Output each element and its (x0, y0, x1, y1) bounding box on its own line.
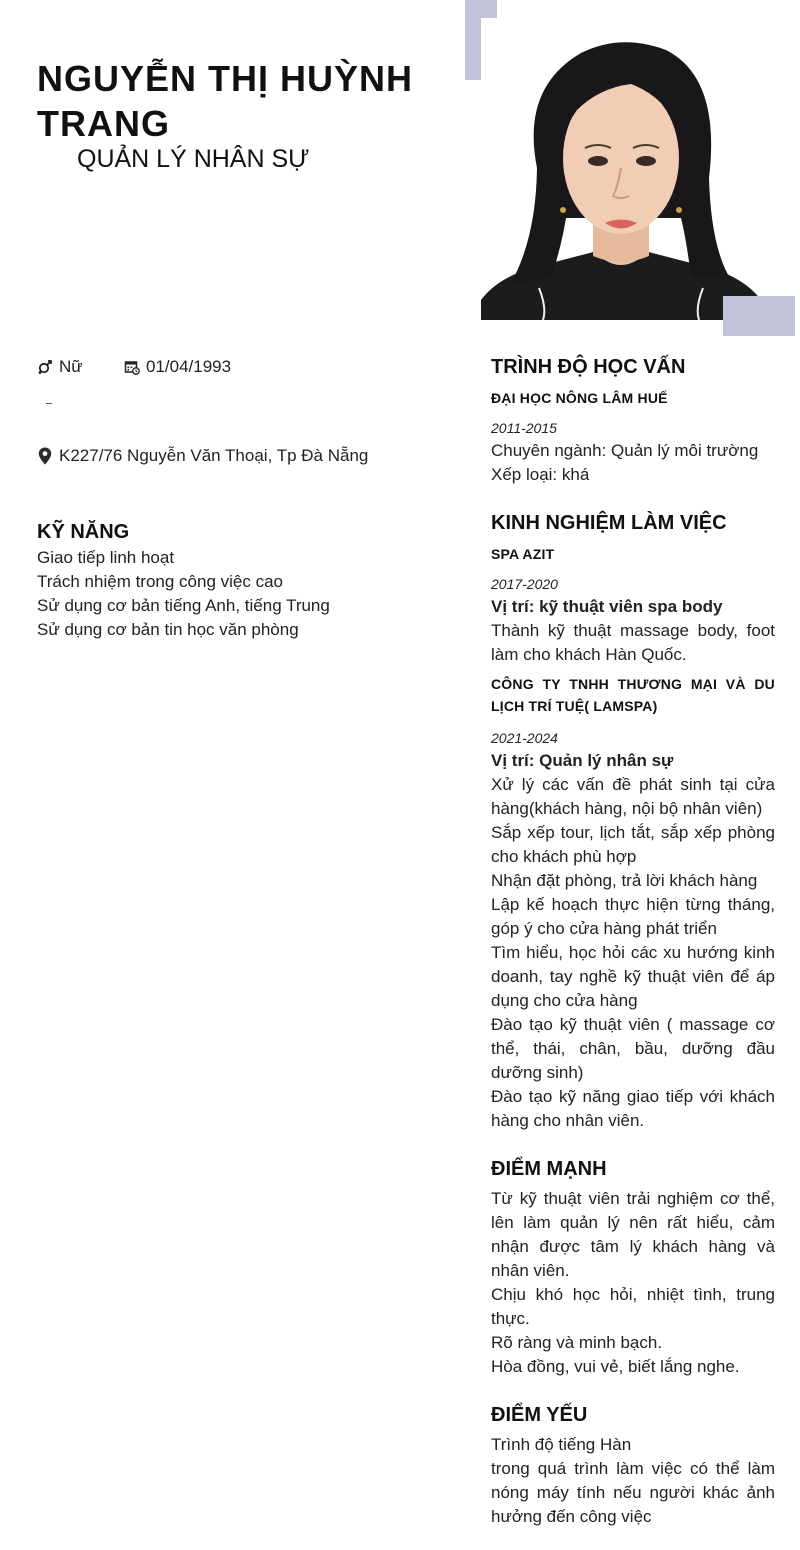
job-period: 2017-2020 (491, 576, 558, 592)
weaknesses-heading: ĐIỂM YẾU (491, 1404, 588, 1426)
job-role: Vị trí: kỹ thuật viên spa body (491, 597, 723, 616)
skill-item: Sử dụng cơ bản tin học văn phòng (37, 620, 299, 639)
job-duties-list (491, 773, 775, 1133)
education-heading: TRÌNH ĐỘ HỌC VẤN (491, 356, 686, 378)
strength-item: Hòa đồng, vui vẻ, biết lắng nghe. (491, 1357, 740, 1376)
dob-value: 01/04/1993 (146, 357, 232, 376)
experience-heading: KINH NGHIỆM LÀM VIỆC (491, 512, 727, 534)
calendar-icon (124, 359, 140, 375)
gender-row (37, 356, 83, 378)
skill-item: Sử dụng cơ bản tiếng Anh, tiếng Trung (37, 596, 330, 615)
address-row (37, 445, 368, 467)
gender-value: Nữ (59, 357, 83, 376)
education-grade: Xếp loại: khá (491, 465, 590, 484)
location-pin-icon (37, 448, 53, 464)
profile-photo (481, 18, 761, 320)
decor-block-bottom (723, 296, 795, 336)
strength-item: Rõ ràng và minh bạch. (491, 1333, 663, 1352)
gender-icon (37, 359, 53, 375)
job-duty: Đào tạo kỹ năng giao tiếp với khách hàng cho nhân viên. (491, 1087, 775, 1130)
education-major: Chuyên ngành: Quản lý môi trường (491, 441, 759, 460)
weakness-item: Trình độ tiếng Hàn (491, 1435, 632, 1454)
skill-item: Trách nhiệm trong công việc cao (37, 572, 283, 591)
skill-item: Giao tiếp linh hoạt (37, 548, 175, 567)
candidate-name: NGUYỄN THỊ HUỲNH TRANG (37, 58, 414, 144)
job-duty: Tìm hiểu, học hỏi các xu hướng kinh doanh, tay nghề kỹ thuật viên để áp dụng cho cửa hàng (491, 943, 775, 1010)
job-duty: Lập kế hoạch thực hiện từng tháng, góp ý cho cửa hàng phát triển (491, 895, 775, 938)
strength-item: Chịu khó học hỏi, nhiệt tình, trung thực. (491, 1285, 775, 1328)
job-duty: Thành kỹ thuật massage body, foot làm cho khách Hàn Quốc. (491, 621, 775, 664)
dob-row (124, 356, 231, 378)
weaknesses-list (491, 1433, 775, 1529)
strength-item: Từ kỹ thuật viên trải nghiệm cơ thể, lên làm quản lý nên rất hiểu, cảm nhận được tâm lý khách hàng và nhân viên. (491, 1189, 775, 1280)
weakness-item: trong quá trình làm việc có thể làm nóng máy tính nếu người khác ảnh hưởng đến công việc (491, 1459, 775, 1526)
address-value: K227/76 Nguyễn Văn Thoại, Tp Đà Nẵng (59, 446, 369, 465)
education-period: 2011-2015 (491, 420, 557, 436)
clipped-text-line (40, 425, 300, 433)
skills-heading: KỸ NĂNG (37, 521, 130, 543)
company-name: SPA AZIT (491, 546, 555, 562)
job-duty: Nhận đặt phòng, trả lời khách hàng (491, 871, 758, 890)
strengths-heading: ĐIỂM MẠNH (491, 1158, 607, 1180)
skills-list (37, 546, 457, 642)
job-duty: Xử lý các vấn đề phát sinh tại cửa hàng(khách hàng, nội bộ nhân viên) (491, 775, 775, 818)
job-period: 2021-2024 (491, 730, 558, 746)
candidate-position: QUẢN LÝ NHÂN SỰ (77, 145, 310, 173)
company-name: CÔNG TY TNHH THƯƠNG MẠI VÀ DU LỊCH TRÍ TUỆ( LAMSPA) (491, 676, 775, 714)
strengths-list (491, 1187, 775, 1379)
text-fragment (46, 403, 52, 404)
job-duty: Đào tạo kỹ thuật viên ( massage cơ thể, thái, chân, bầu, dưỡng đầu dưỡng sinh) (491, 1015, 775, 1082)
school-name: ĐẠI HỌC NÔNG LÂM HUẾ (491, 390, 668, 406)
job-role: Vị trí: Quản lý nhân sự (491, 751, 674, 770)
job-duty: Sắp xếp tour, lịch tắt, sắp xếp phòng cho khách phù hợp (491, 823, 775, 866)
